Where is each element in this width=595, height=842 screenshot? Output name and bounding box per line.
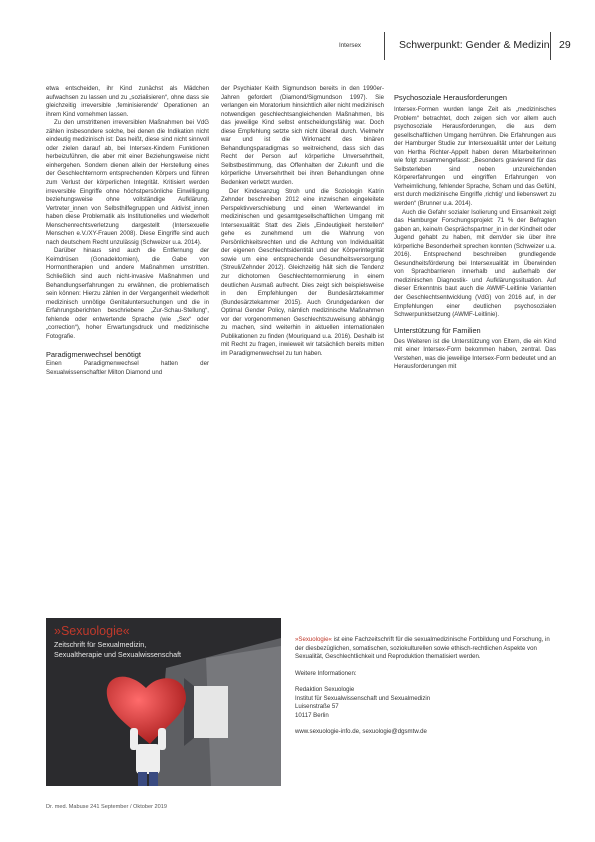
paragraph: Der Kindesanzug Stroh und die Soziologin Katrin Zehnder beschreiben 2012 eine inzwischen eingeleitete Perspektivverschiebung und einen Wertewandel im medizinischen und gesamtgesellschaftlichen Umgang mit Intersexualität: Statt des Ziels „Eindeutigkeit herstellen“ gehe es zunehmend um die Wahrung von Persönlichkeitsrechten und die Achtung von Individualität der eigenen Geschlechtsidentität und der Körperintegrität sowie um eine entsprechende Gesundheitsversorgung (Streuli/Zehnder 2012). Gleichzeitig hält sich die Tendenz zur dichotomen Geschlechternormierung in einem deutlichen Ausmaß aufrecht. Dies zeigt sich beispielsweise in den Empfehlungen der Bundesärztekammer (Bundesärztekammer 2015). Auch Grundgedanken der Optimal Gender Policy, nämlich medizinische Maßnahmen vor der vorgenommenen Geschlechtszuweisung abhängig zu machen, sind weiterhin in aktuellen internationalen Publikationen zu finden (Mouriquand u.a. 2016). Deshalb ist mit Recht zu fragen, inwieweit wir tatsächlich bereits mitten im Paradigmenwechsel zu tun haben. — [221, 187, 384, 357]
ad-text — [295, 636, 557, 745]
header-divider — [384, 32, 385, 60]
address-line: Luisenstraße 57 — [295, 703, 339, 711]
ad-brand-inline: »Sexuologie« — [295, 636, 332, 643]
ad-image — [46, 618, 281, 786]
paragraph: etwa entscheiden, ihr Kind zunächst als Mädchen aufwachsen zu lassen und zu „sozialisieren“, ohne dass sie gleichzeitig irreversible ‚feminisierende‘ Operationen an ihrem Kind vornehmen lassen. — [46, 85, 209, 118]
paragraph: Einen Paradigmenwechsel hatten der Sexualwissenschaftler Milton Diamond und — [46, 360, 209, 376]
section-heading: Psychosoziale Herausforderungen — [394, 93, 507, 102]
paragraph: der Psychiater Keith Sigmundson bereits in den 1990er-Jahren gefordert (Diamond/Sigmundson 1997). Sie verlangen ein Moratorium hinsichtlich aller nicht medizinisch notwendigen geschlechtsangleichenden Maßnahmen, bis das jeweilige Kind selbst entscheidungsfähig war. Doch diese Empfehlung setzte sich nicht überall durch. Vielmehr war und ist die Wirkmacht des binären Behandlungsparadigmas so weitreichend, dass sich das Recht der Person auf körperliche Unversehrtheit, Selbstbestimmung, das Offenhalten der Zukunft und die körperliche Unversehrtheit bei ihren Behandlungen ohne Bedenken verletzt wurden. — [221, 85, 384, 187]
header-section-label: Intersex — [339, 42, 362, 49]
ad-subtitle-line: Zeitschrift für Sexualmedizin, — [54, 640, 147, 649]
ad-address — [295, 686, 557, 720]
paragraph: Zu den umstrittenen irreversiblen Maßnahmen bei VdG zählen insbesondere solche, bei denen die Indikation nicht eindeutig medizinisch ist: Das heißt, diese sind nicht sinnvoll oder zielen darauf ab, bei Intersex-Kindern Funktionen herbeizuführen, die aber mit einer Beziehungsweise nicht einhergehen. Sondern dienen allein der Herstellung eines der Geschlechternorm entsprechenden Körpers und führen zum Verlust der körperlichen Integrität. Kritisiert werden irreversible Eingriffe ohne höchstpersönliche Einwilligung beziehungsweise ohne vollständige Aufklärung. Vertreter_innen von Selbsthilfegruppen und Aktivist_innen haben diese Problematik als Institutionelles und wiederholt Menschenrechtsverletzung dargestellt (Intersexuelle Menschen e.V./XY-Frauen 2008). Diese Eingriffe sind auch nach deutschem Recht unzulässig (Schweizer u.a. 2014). — [46, 119, 209, 246]
paragraph: Des Weiteren ist die Unterstützung von Eltern, die ein Kind mit einer Intersex-Form bekommen haben, zentral. Das Verstehen, was die jeweilige Intersex-Form bedeutet und an Herausforderungen mit — [394, 337, 556, 371]
paragraph: Darüber hinaus sind auch die Entfernung der Keimdrüsen (Gonadektomien), die Gabe von Hormontherapien und andere Maßnahmen umstritten. Schließlich sind auch nicht-invasive Maßnahmen und Behandlungserfahrungen zu erwähnen, die problematisch sein können: Hierzu zählen in der Vergangenheit wiederholt medizinisch unnötige Genitaluntersuchungen und die in Erfahrungsberichten beschriebene „Zur-Schau-Stellung“, fehlende oder entwertende Sprache (wie „Sex“ oder „correction“), hoher Erwartungsdruck und medizinische Fotografie. — [46, 247, 209, 340]
address-line: 10117 Berlin — [295, 711, 329, 719]
paragraph: Intersex-Formen wurden lange Zeit als „medizinisches Problem“ betrachtet, doch zeigen sich vor allem auch psychosoziale Herausforderungen, die aus dem gesellschaftlichen Umgang herrühren. Die Erfahrungen aus der Hamburger Studie zur Intersexualität unter der Leitung von Hertha Richter-Appelt haben deren Mitarbeiterinnen wie folgt zusammengefasst: „Besonders gravierend für das Selbsterleben sind neben unzureichenden Körpererfahrungen und eingriffen Erfahrungen von Verheimlichung, fehlender Sprache, Scham und das Gefühl, erst durch medizinische Eingriffe ‚richtig‘ und liebenswert zu werden“ (Brunner u.a. 2014). — [394, 106, 556, 208]
column-3 — [394, 85, 556, 372]
column-1 — [46, 85, 209, 378]
section-heading: Unterstützung für Familien — [394, 325, 481, 335]
ad-contact-link[interactable]: www.sexuologie-info.de, sexuologie@dgsmtw.de — [295, 728, 427, 736]
paragraph: Auch die Gefahr sozialer Isolierung und Einsamkeit zeigt das Hamburger Forschungsprojekt: 71 % der Befragten gaben an, keine/n Gesprächspartner_in in der Kindheit oder Jugend gehabt zu haben, mit dem/der sie über ihre körperliche Besonderheit sprechen konnten (Schweizer u.a. 2016). Entsprechend beschreiben grundlegende Gesundheitsförderung bei Intersexualität im Überwinden von Sprachbarrieren innerhalb und außerhalb der medizinischen Diagnostik- und Aufklärungssituation. Auf dieser Erkenntnis baut auch die AWMF-Leitlinie Varianten der Geschlechtsentwicklung (VdG) von 2016 auf, in der Empfehlungen einer deutlichen psychosozialen Schwerpunktsetzung (AWMF-Leitlinie). — [394, 208, 556, 319]
ad-description-body: ist eine Fachzeitschrift für die sexualmedizinische Fortbildung und Forschung, in der diesbezüglichen, somatischen, soziokulturellen sowie ethisch-rechtlichen Aspekte von Sexualität, Geschlechtlichkeit und Reproduktion thematisiert werden. — [295, 636, 550, 661]
column-2 — [221, 85, 384, 359]
ad-brand-title: »Sexuologie« — [54, 624, 130, 638]
header-title: Schwerpunkt: Gender & Medizin — [399, 39, 550, 51]
ad-subtitle-line: Sexualtherapie und Sexualwissenschaft — [54, 649, 182, 659]
ad-subtitle — [54, 640, 181, 659]
ad-info-label: Weitere Informationen: — [295, 669, 357, 677]
header-divider — [550, 32, 551, 60]
address-line: Institut für Sexualwissenschaft und Sexualmedizin — [295, 694, 431, 702]
section-heading: Paradigmenwechsel benötigt — [46, 350, 141, 360]
page-number: 29 — [559, 39, 571, 51]
address-line: Redaktion Sexuologie — [295, 686, 355, 694]
page-footer: Dr. med. Mabuse 241 September / Oktober 2019 — [46, 804, 167, 810]
ad-description — [295, 636, 557, 662]
